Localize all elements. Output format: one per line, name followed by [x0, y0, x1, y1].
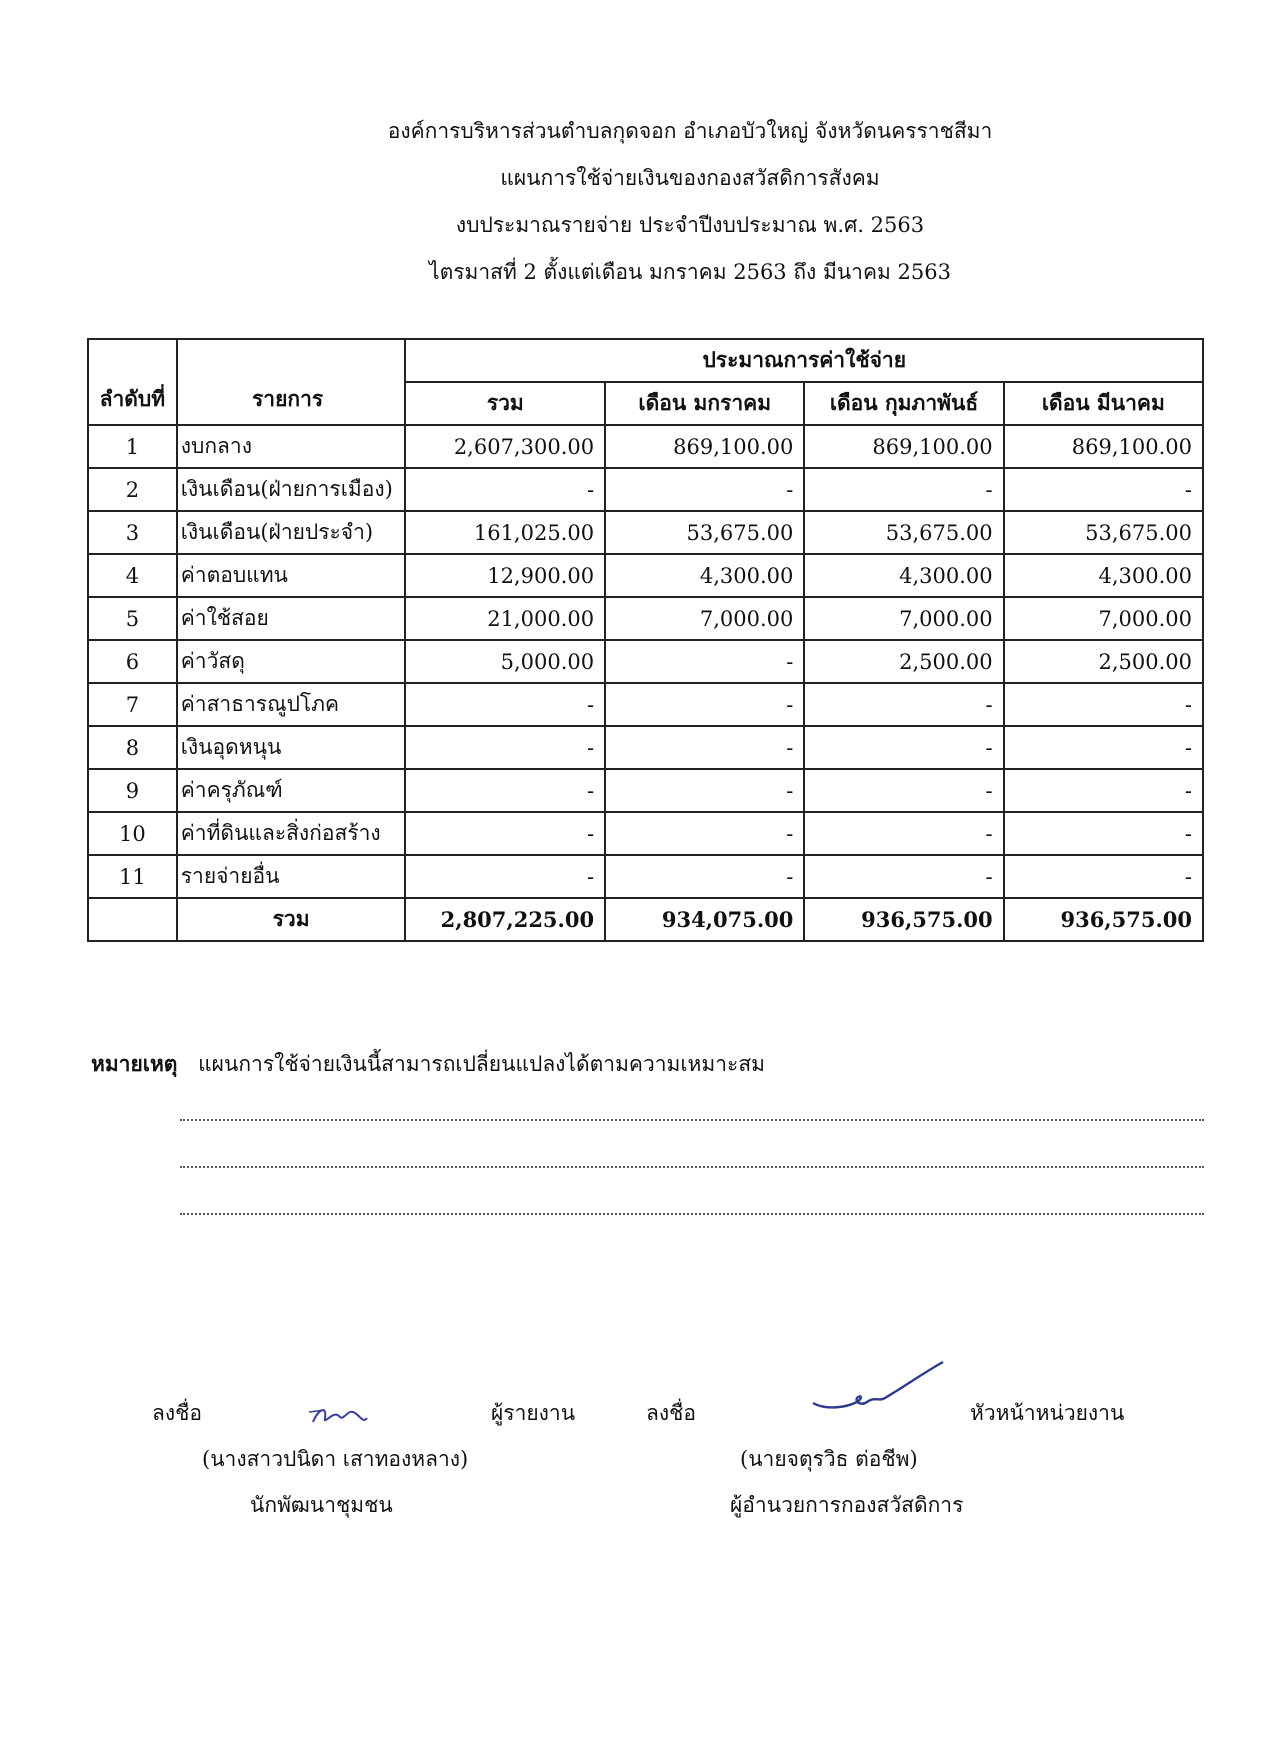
row-month-3: - [1004, 769, 1203, 812]
left-sign-label: ลงชื่อ [152, 1401, 202, 1425]
header-organization: องค์การบริหารส่วนตำบลกุดจอก อำเภอบัวใหญ่ จังหวัดนครราชสีมา [387, 119, 993, 143]
row-item-name: ค่าที่ดินและสิ่งก่อสร้าง [177, 812, 406, 855]
row-month-1: 7,000.00 [605, 597, 804, 640]
row-month-3: - [1004, 468, 1203, 511]
row-total: 5,000.00 [405, 640, 605, 683]
note-dotted-line [180, 1166, 1204, 1168]
row-month-2: - [804, 726, 1003, 769]
row-month-3: 53,675.00 [1004, 511, 1203, 554]
row-item-name: ค่าตอบแทน [177, 554, 406, 597]
row-month-2: - [804, 468, 1003, 511]
row-item-name: งบกลาง [177, 425, 406, 468]
row-month-1: - [605, 468, 804, 511]
row-item-name: เงินอุดหนุน [177, 726, 406, 769]
row-number: 8 [88, 726, 177, 769]
row-total: 161,025.00 [405, 511, 605, 554]
row-item-name: รายจ่ายอื่น [177, 855, 406, 898]
row-month-1: 869,100.00 [605, 425, 804, 468]
row-month-3: - [1004, 726, 1203, 769]
total-row-month-1: 934,075.00 [605, 898, 804, 941]
table-row [88, 597, 1203, 640]
row-number: 2 [88, 468, 177, 511]
row-month-1: - [605, 726, 804, 769]
header-total: รวม [405, 382, 605, 425]
table-row [88, 554, 1203, 597]
table-row [88, 855, 1203, 898]
table-row [88, 812, 1203, 855]
total-row-month-3: 936,575.00 [1004, 898, 1203, 941]
header-item: รายการ [177, 339, 406, 425]
row-number: 7 [88, 683, 177, 726]
right-signature-mark [805, 1358, 950, 1416]
row-month-2: - [804, 855, 1003, 898]
table-row [88, 769, 1203, 812]
note-text: แผนการใช้จ่ายเงินนี้สามารถเปลี่ยนแปลงได้ตามความเหมาะสม [198, 1052, 765, 1076]
row-item-name: ค่าใช้สอย [177, 597, 406, 640]
left-signature-mark [305, 1398, 375, 1434]
header-budget-year: งบประมาณรายจ่าย ประจำปีงบประมาณ พ.ศ. 2563 [455, 213, 925, 237]
row-month-2: 4,300.00 [804, 554, 1003, 597]
row-total: 21,000.00 [405, 597, 605, 640]
table-body [88, 425, 1203, 898]
table-total-row [88, 898, 1203, 941]
row-month-2: - [804, 812, 1003, 855]
row-total: 2,607,300.00 [405, 425, 605, 468]
row-total: - [405, 726, 605, 769]
row-item-name: เงินเดือน(ฝ่ายประจำ) [177, 511, 406, 554]
note-dotted-line [180, 1119, 1204, 1121]
total-row-no-cell [88, 898, 177, 941]
row-total: 12,900.00 [405, 554, 605, 597]
budget-table [87, 338, 1204, 942]
note-dotted-line [180, 1213, 1204, 1215]
row-item-name: ค่าวัสดุ [177, 640, 406, 683]
row-month-1: - [605, 855, 804, 898]
table-row [88, 683, 1203, 726]
row-month-2: 869,100.00 [804, 425, 1003, 468]
row-number: 6 [88, 640, 177, 683]
header-month-2: เดือน กุมภาพันธ์ [804, 382, 1003, 425]
total-row-label: รวม [177, 898, 406, 941]
table-row [88, 425, 1203, 468]
right-role-label: หัวหน้าหน่วยงาน [970, 1401, 1125, 1425]
row-month-3: 2,500.00 [1004, 640, 1203, 683]
total-row-total: 2,807,225.00 [405, 898, 605, 941]
document-header [0, 108, 1276, 296]
row-number: 11 [88, 855, 177, 898]
row-month-1: 4,300.00 [605, 554, 804, 597]
left-signer-name: (นางสาวปนิดา เสาทองหลาง) [202, 1447, 469, 1471]
header-month-1: เดือน มกราคม [605, 382, 804, 425]
row-total: - [405, 468, 605, 511]
row-number: 4 [88, 554, 177, 597]
row-month-2: - [804, 769, 1003, 812]
row-month-3: - [1004, 855, 1203, 898]
row-number: 10 [88, 812, 177, 855]
row-month-2: - [804, 683, 1003, 726]
left-signer-position: นักพัฒนาชุมชน [250, 1493, 393, 1517]
row-total: - [405, 683, 605, 726]
row-month-1: 53,675.00 [605, 511, 804, 554]
left-role-label: ผู้รายงาน [491, 1401, 576, 1425]
table-row [88, 640, 1203, 683]
row-month-1: - [605, 769, 804, 812]
row-month-3: - [1004, 812, 1203, 855]
row-number: 5 [88, 597, 177, 640]
right-signer-position: ผู้อำนวยการกองสวัสดิการ [730, 1493, 964, 1517]
row-number: 9 [88, 769, 177, 812]
right-sign-label: ลงชื่อ [646, 1401, 696, 1425]
header-plan-title: แผนการใช้จ่ายเงินของกองสวัสดิการสังคม [500, 166, 880, 190]
row-number: 3 [88, 511, 177, 554]
note [91, 1048, 765, 1081]
row-total: - [405, 769, 605, 812]
table-row [88, 726, 1203, 769]
header-month-3: เดือน มีนาคม [1004, 382, 1203, 425]
row-item-name: ค่าสาธารณูปโภค [177, 683, 406, 726]
row-item-name: ค่าครุภัณฑ์ [177, 769, 406, 812]
row-month-3: 7,000.00 [1004, 597, 1203, 640]
row-month-2: 53,675.00 [804, 511, 1003, 554]
table-header-row [88, 339, 1203, 382]
header-quarter: ไตรมาสที่ 2 ตั้งแต่เดือน มกราคม 2563 ถึง มีนาคม 2563 [429, 260, 951, 284]
note-label: หมายเหตุ [91, 1051, 178, 1076]
right-signer-name: (นายจตุรวิธ ต่อชีพ) [740, 1447, 918, 1471]
total-row-month-2: 936,575.00 [804, 898, 1003, 941]
row-number: 1 [88, 425, 177, 468]
row-total: - [405, 812, 605, 855]
header-no: ลำดับที่ [88, 339, 177, 425]
row-month-2: 7,000.00 [804, 597, 1003, 640]
row-month-1: - [605, 640, 804, 683]
row-month-1: - [605, 683, 804, 726]
row-month-1: - [605, 812, 804, 855]
row-month-3: 869,100.00 [1004, 425, 1203, 468]
row-month-2: 2,500.00 [804, 640, 1003, 683]
row-item-name: เงินเดือน(ฝ่ายการเมือง) [177, 468, 406, 511]
row-month-3: - [1004, 683, 1203, 726]
table-row [88, 511, 1203, 554]
table-row [88, 468, 1203, 511]
row-month-3: 4,300.00 [1004, 554, 1203, 597]
header-estimate-group: ประมาณการค่าใช้จ่าย [405, 339, 1203, 382]
row-total: - [405, 855, 605, 898]
